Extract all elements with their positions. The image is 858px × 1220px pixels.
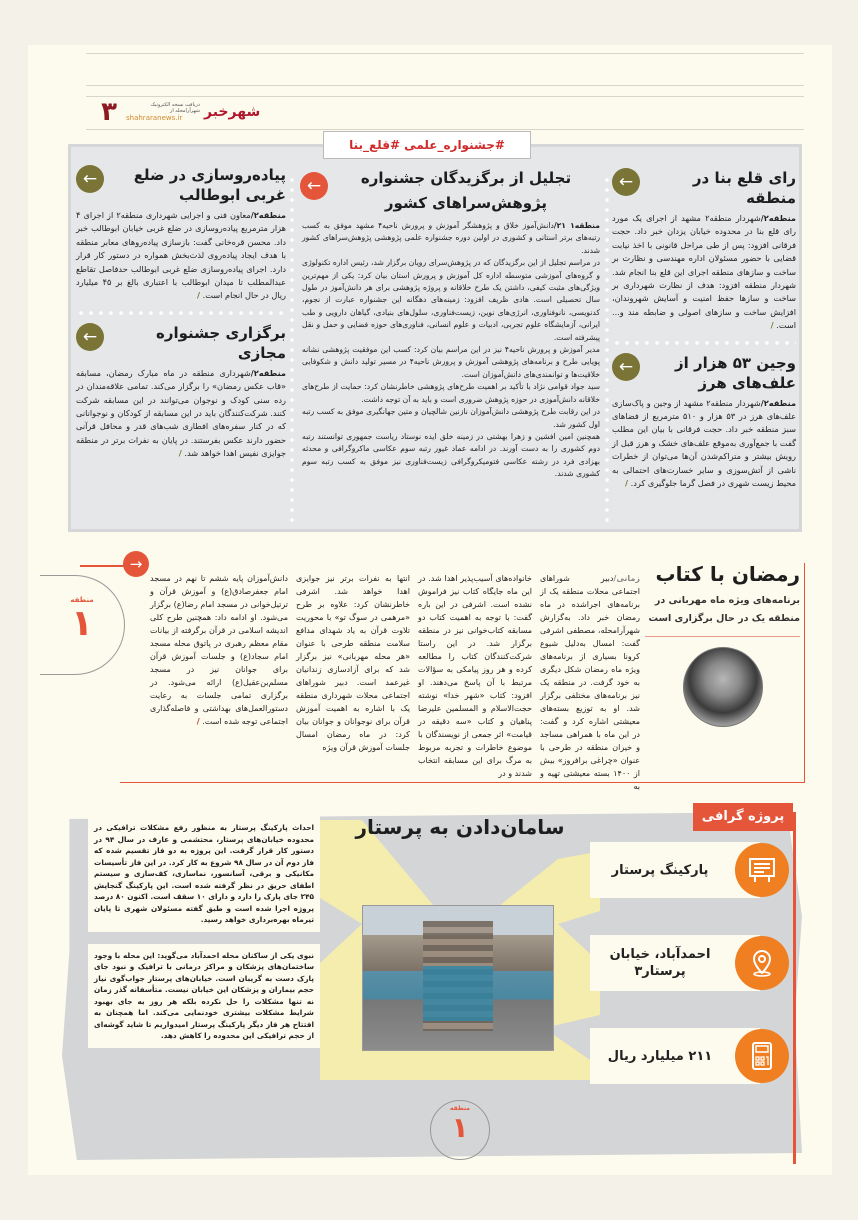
- article-right2: منطقه۲/شهردار منطقه۲ مشهد از وجین و پاک‌سازی علف‌های هرز در ۵۳ هزار و ۵۱۰ مترمربع از فضاهای سبز منطقه خبر داد. حجت فرقانی با بیان این مطلب گفت با جمع‌آوری به‌موقع علف‌های خشک و هرز قبل از رویش بیشتر و متراکم‌شدن آن‌ها می‌توان از خطرات ناشی از آتش‌سوزی و سایر خسارت‌های احتمالی به محیط زیست شهری در فصل گرما جلوگیری کرد. /: [612, 397, 797, 489]
- location-pin-icon: [735, 936, 789, 990]
- badge-number: ۱: [451, 1111, 469, 1144]
- arrow-icon: ←: [612, 353, 640, 381]
- district-badge-bottom: [430, 1100, 490, 1160]
- site-url: shahraranews.ir: [126, 113, 183, 122]
- brand-logo: شهرخبر: [204, 104, 261, 120]
- project-text-column: [88, 816, 320, 1048]
- dateline: زمانی/: [613, 574, 640, 583]
- paragraph: سید جواد قوامی نژاد با تأکید بر اهمیت طرح‌های پژوهشی خاطرنشان کرد: حمایت از طرح‌های خلاقانه دانش‌آموزی در حوزه پژوهش ضروری است و باید به آن توجه داشت.: [302, 382, 600, 404]
- article-left2-head: [76, 323, 286, 363]
- info-item-name: پارکینگ پرستار: [590, 842, 730, 898]
- column-text: دبیر شوراهای اجتماعی محلات منطقه یک از برنامه‌های اجراشده در ماه رمضان خبر داد. به‌گزارش شهرآرامحله، مصطفی اشرفی گفت: امسال به‌دلیل شیوع کرونا بسیاری از برنامه‌های ویژه ماه رمضان شکل دیگری به خود گرفت. در منطقه یک نیز برنامه‌های مختلفی برگزار شد. او به توزیع بسته‌های معیشتی اشاره کرد و گفت: در این ماه با همراهی مساجد و خیران منطقه در طرحی با عنوان «چراغی برافروز» بیش از ۱۴۰۰ بسته معیشتی تهیه و به: [540, 574, 640, 791]
- header-note-text: دریافت نسخه الکترونیک شهرآرامحله از: [150, 101, 200, 114]
- article-left2: منطقه۲/شهرداری منطقه در ماه مبارک رمضان، مسابقه «قاب عکس رمضان» را برگزار می‌کند. تمامی علاقه‌مندان در رده سنی کودک و نوجوان می‌توانند در این مسابقه شرکت کنند. شرکت‌کنندگان باید در این مسابقه از کودکان و نوجوانانی که در کنار سفره‌های افطاری شب‌های قدر و محافل قرآنی حضور دارند عکس بفرستند. در پایان به نفرات برتر در منطقه جوایزی نفیس اهدا خواهد شد. /: [76, 367, 286, 459]
- paragraph: در این رقابت طرح پژوهشی دانش‌آموزان نازنین شالچیان و متین جهانگیری موفق به کسب رتبه اول کشور شد.: [302, 407, 600, 429]
- badge-number: ۱: [71, 603, 93, 644]
- arrow-icon: →: [123, 551, 149, 577]
- billboard-icon: [735, 843, 789, 897]
- body: شهردار منطقه۲ مشهد از اجرای یک مورد رای قلع بنا در محدوده خیابان یزدان خبر داد. حجت فرقانی افزود: پس از طی مراحل قانونی با اخذ نیابت قضایی با حضور مسئولان اداره مهندسی و نظارت بر ساخت و سازهای منطقه اجرای این قلع بنا انجام شد. شهردار منطقه افزود: هدف از نظارت شهرداری بر ساخت و سازها حفظ امنیت و آسایش شهروندان، افزایش ساخت و سازهای اصولی و ضابطه مند و... است.: [612, 213, 796, 331]
- headline-left2: برگزاری جشنواره مجازی: [156, 323, 286, 362]
- badge-label: منطقه: [70, 596, 94, 604]
- right-column: [612, 168, 796, 491]
- author-avatar: [683, 647, 763, 727]
- project-red-line: [793, 812, 796, 1164]
- paragraph: همچنین امین افشین و زهرا بهشتی در زمینه خلق ایده نوستاد ریاست جمهوری توانستند رتبه دوم کشوری را به دست آورند. در ادامه عماد غیور رتبه سوم عکاسی ماکروگرافی و محدثه بهزادی فرد در رشته عکاسی فتومیکروگرافی زیست‌فناوری نیز موفق به کسب رتبه سوم کشوری شدند.: [302, 431, 600, 479]
- paragraph: در مراسم تجلیل از این برگزیدگان که در پژوهش‌سرای رویان برگزار شد، رئیس اداره تکنولوژی و گروه‌های آموزشی متوسطه اداره کل آموزش و پرورش استان بیان کرد: یکی از مهم‌ترین ویژگی‌های مثبت کیفی، داشتن یک طرح خلاقانه و پروژه پژوهشی برای هر دانش‌آموز در طول سال تحصیلی است. هادی ظریف افزود: زمینه‌های دهگانه این جشنواره عبارت از نجوم، کدنویسی، نانوفناوری، انرژی‌های نوین، زیست‌فناوری، سلول‌های بنیادی، گیاهان دارویی و طب ایرانی، آزمایشگاه علوم تجربی، ادبیات و علوم انسانی، فناوری‌های حوزه فضایی و حمل و نقل پیشرفته است.: [302, 258, 600, 342]
- divider: [612, 341, 796, 345]
- ramadan-col-2: خانواده‌های آسیب‌پذیر اهدا شد. در این ماه جایگاه کتاب نیز فراموش نشده است. اشرفی در این باره گفت: با توجه به اهمیت کتاب دو مسابقه کتاب‌خوانی نیز در منطقه برگزار شد. در این راستا شرکت‌کنندگان کتاب را مطالعه کرده و هر روز پیامکی به سؤالات مرتبط با آن پاسخ می‌دهند. او افزود: کتاب «شهر خدا» نوشته حجت‌الاسلام و المسلمین علیرضا پناهیان و کتاب «سه دقیقه در قیامت» اثر جمعی از نویسندگان با موضوع خاطرات و تجربه مربوط به مرگ برای این مسابقه انتخاب شدند و در: [418, 574, 532, 778]
- divider: [76, 311, 286, 315]
- headline-left1: پیاده‌روسازی در ضلع غربی ابوطالب: [133, 166, 286, 204]
- headline-middle: تجلیل از برگزیدگان جشنواره پژوهش‌سراهای کشور: [360, 169, 572, 212]
- arrow-icon: ←: [300, 172, 328, 200]
- project-title: سامان‌دادن به پرستار: [355, 815, 565, 839]
- divider: [645, 636, 800, 637]
- ramadan-col-1: [540, 572, 640, 793]
- middle-column: [300, 166, 600, 481]
- ramadan-title: رمضان با کتاب: [655, 562, 800, 586]
- page-number: ۳: [101, 97, 117, 127]
- info-item-budget: ۲۱۱ میلیارد ریال: [590, 1028, 730, 1084]
- dateline: منطقه۲/: [760, 213, 796, 223]
- ramadan-col-4: دانش‌آموزان پایه ششم تا نهم در مسجد امام جعفرصادق(ع) و آموزش قرآن و ترتیل‌خوانی در مسجد امام رضا(ع) برگزار می‌شود. او ادامه داد: همچنین طرح کلی اندیشه اسلامی در قرآن برگرفته از بیانات مقام معظم رهبری در پاتوق محله مسجد امام سجاد(ع) و جلسات آموزش قرآن برای جوانان نیز در مسجد مسلم‌بن‌عقیل(ع) ارائه می‌شود. در برگزاری تمامی جلسات به رعایت دستورالعمل‌های بهداشتی و فاصله‌گذاری اجتماعی توجه شده است. /: [150, 574, 288, 726]
- article-right2-head: [612, 353, 796, 393]
- project-label: پروژه گرافی: [693, 803, 793, 831]
- article-middle: [300, 220, 600, 481]
- headline-right2: وجین ۵۳ هزار از علف‌های هرز: [674, 353, 796, 392]
- header-note: [126, 102, 200, 123]
- article-right1-head: [612, 168, 796, 208]
- left-column: [76, 165, 286, 461]
- article-left1: منطقه۲/معاون فنی و اجرایی شهرداری منطقه۲ از اجرای ۴ هزار مترمربع پیاده‌روسازی در ضلع غربی خیابان ابوطالب خبر داد. محسن قره‌خانی گفت: بازسازی پیاده‌روهای معابر منطقه با هدف ایجاد پیاده‌روی لذت‌بخش همواره در دستور کار قرار دارد. اجرای پیاده‌روسازی ضلع غربی ابوطالب حدفاصل تقاطع عبدالمطلب تا میدان ابوطالب با اعتباری بالغ بر ۴۵ میلیارد ریال در حال انجام است. /: [76, 210, 286, 301]
- project-text-2: نبوی یکی از ساکنان محله احمدآباد می‌گوید: این محله با وجود ساختمان‌های پزشکان و مراکز درمانی با ترافیک و نبود جای پارک دست به گریبان است. خیابان‌های پرستار جواب‌گوی نیاز حجم بیماران و پزشکان این خیابان نیست. متأسفانه گذر زمان نه تنها مشکلات را حل نکرده بلکه هر روز به جای بهبود شرایط مشکلات بیشتری خودنمایی می‌کند. اما همچنان به افتتاح هر فاز دیگر پارکینگ پرستار امیدواریم تا شاید گوشه‌ای از حجم ترافیکی این محدوده را کاهش دهد.: [88, 944, 320, 1048]
- dateline: منطقه۲/: [250, 367, 286, 378]
- hashtag-tag: #جشنواره_علمی #قلع_بنا: [323, 131, 531, 159]
- article-right1: منطقه۲/شهردار منطقه۲ مشهد از اجرای یک مورد رای قلع بنا در محدوده خیابان یزدان خبر داد. حجت فرقانی افزود: پس از طی مراحل قانونی با اخذ نیابت قضایی با حضور مسئولان اداره مهندسی و نظارت بر ساخت و سازهای منطقه اجرای این قلع بنا انجام شد. شهردار منطقه افزود: هدف از نظارت شهرداری بر ساخت و سازها حفظ امنیت و آسایش شهروندان، افزایش ساخت و سازهای اصولی و ضابطه مند و... است. /: [612, 213, 796, 331]
- arrow-icon: ←: [76, 165, 104, 193]
- ramadan-subtitle: برنامه‌های ویژه ماه مهربانی در منطقه یک در حال برگزاری است: [648, 595, 800, 624]
- body: شهرداری منطقه در ماه مبارک رمضان، مسابقه «قاب عکس رمضان» را برگزار می‌کند. تمامی علاقه‌مندان در رده سنی کودک و نوجوان می‌توانند در این مسابقه شرکت کنند. شرکت‌کنندگان باید در این مسابقه از کودکان و نوجوانانی که در کنار سفره‌های افطاری شب‌های قدر و محافل قرآنی حضور دارند عکس بفرستند. در پایان به نفرات برتر در منطقه جوایزی نفیس اهدا خواهد شد.: [76, 367, 286, 459]
- arrow-icon: ←: [612, 168, 640, 196]
- project-text-1: احداث پارکینگ پرستار به منظور رفع مشکلات ترافیکی در محدوده خیابان‌های پرستار، محتشمی و عارف در سال ۹۴ در دستور کار قرار گرفت. این پروژه به دو فاز تقسیم شده که فاز دوم آن در سال ۹۸ شروع به کار کرد. در این فاز تأسیسات مکانیکی و برقی، آسانسور، نماسازی، کف‌سازی و سیستم اطفای حریق در نظر گرفته شده است. این پارکینگ گنجایش ۲۴۵ جای پارک را دارد و دارای ۱۰ سقف است. اکنون ۸۰ درصد پروژه اجرا شده است و طبق گفته مسئولان شهری تا پایان تیرماه بهره‌برداری خواهد رسید.: [88, 816, 320, 932]
- body: معاون فنی و اجرایی شهرداری منطقه۲ از اجرای ۴ هزار مترمربع پیاده‌روسازی در ضلع غربی خیابان ابوطالب خبر داد. محسن قره‌خانی گفت: بازسازی پیاده‌روهای معابر منطقه با هدف ایجاد پیاده‌روی لذت‌بخش همواره در دستور کار قرار دارد. اجرای پیاده‌روسازی ضلع غربی ابوطالب حدفاصل تقاطع عبدالمطلب تا میدان ابوطالب با اعتباری بالغ بر ۴۵ میلیارد ریال در حال انجام است.: [76, 210, 286, 301]
- dateline: منطقه۱ ۲۱/: [553, 221, 600, 230]
- article-left1-head: [76, 165, 286, 205]
- arrow-icon: ←: [76, 323, 104, 351]
- column-text: دانش‌آموزان پایه ششم تا نهم در مسجد امام جعفرصادق(ع) و آموزش قرآن و ترتیل‌خوانی در مسجد امام رضا(ع) برگزار می‌شود. او ادامه داد: همچنین طرح کلی اندیشه اسلامی در قرآن برگرفته از بیانات مقام معظم رهبری در پاتوق محله مسجد امام سجاد(ع) و جلسات آموزش قرآن برای جوانان نیز در مسجد مسلم‌بن‌عقیل(ع) ارائه می‌شود. در برگزاری تمامی جلسات به رعایت دستورالعمل‌های بهداشتی و فاصله‌گذاری اجتماعی توجه شده است.: [150, 574, 288, 726]
- paragraph: دانش‌آموز خلاق و پژوهشگر آموزش و پرورش ناحیه۴ مشهد موفق به کسب رتبه‌های برتر استانی و کشوری در اولین دوره جشنواره علمی پژوهشی پژوهش‌سراهای کشور شدند.: [302, 221, 600, 255]
- ramadan-col-3: انتها به نفرات برتر نیز جوایزی اهدا خواهد شد. اشرفی خاطرنشان کرد: علاوه بر طرح «مرهمی در سوگ تو» با محوریت تلاوت قرآن به یاد شهدای مدافع سلامت منطقه طرحی با عنوان «هر محله مهربانی» نیز برگزار شد که برای آزادسازی زندانیان غیرعمد است. دبیر شوراهای اجتماعی محلات شهرداری منطقه یک با اشاره به اهمیت آموزش قرآن برای نوجوانان و جوانان بیان کرد: در ماه رمضان امسال جلسات آموزش قرآن ویژه: [296, 574, 410, 752]
- masthead: [96, 97, 260, 127]
- badge-label: منطقه: [450, 1105, 470, 1112]
- article-middle-head: [300, 166, 600, 216]
- dateline: منطقه۲/: [250, 210, 286, 220]
- dateline: منطقه۲/: [760, 397, 797, 408]
- paragraph: مدیر آموزش و پرورش ناحیه۴ نیز در این مراسم بیان کرد: کسب این موفقیت پژوهشی نشانه پویایی طرح و برنامه‌های پژوهشی آموزش و پرورش ناحیه۴ در مسیر تولید دانش و شکوفایی خلاقیت‌ها و توانمندی‌های دانش‌آموزان است.: [302, 345, 600, 379]
- parking-building-photo: [362, 905, 554, 1051]
- calculator-icon: [735, 1029, 789, 1083]
- headline-right1: رای قلع بنا در منطقه: [692, 169, 796, 207]
- body: شهردار منطقه۲ مشهد از وجین و پاک‌سازی علف‌های هرز در ۵۳ هزار و ۵۱۰ مترمربع از فضاهای سبز منطقه خبر داد. حجت فرقانی با بیان این مطلب گفت با جمع‌آوری به‌موقع علف‌های خشک و هرز قبل از رویش بیشتر و متراکم‌شدن آن‌ها می‌توان از خطرات ناشی از آتش‌سوزی و سایر خسارت‌های احتمالی به محیط زیست شهری در فصل گرما جلوگیری کرد.: [612, 397, 796, 489]
- ramadan-head-column: [645, 560, 800, 727]
- info-item-location: احمدآباد، خیابان پرستار۳: [590, 935, 730, 991]
